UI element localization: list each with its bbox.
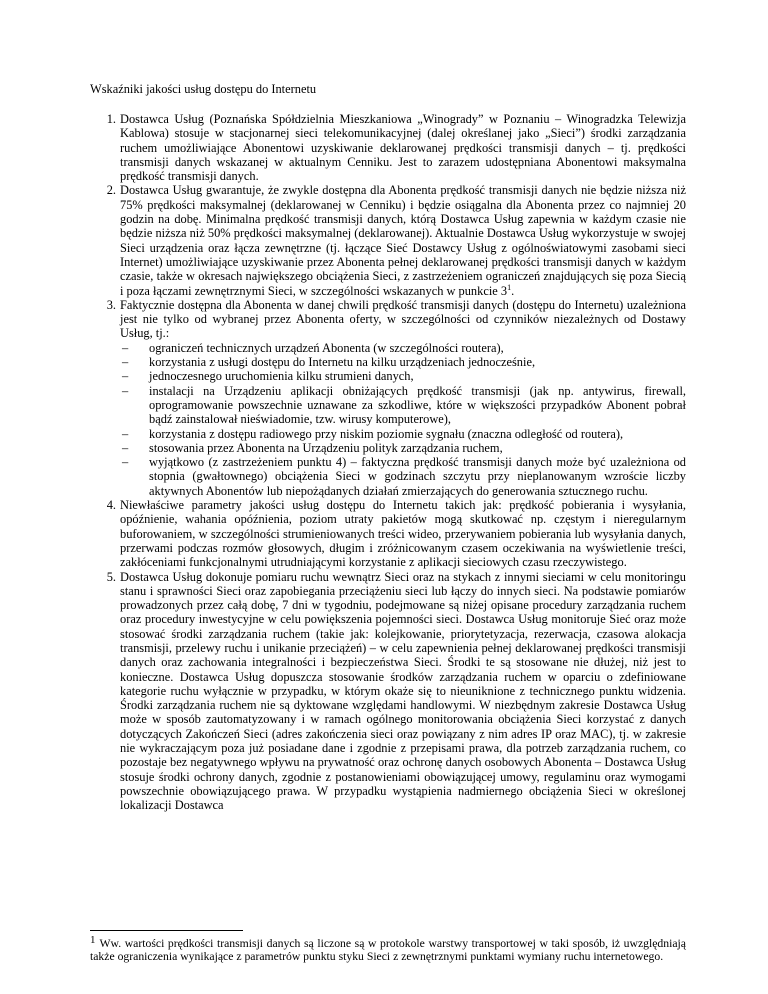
footnote — [90, 934, 686, 964]
dash-bullet: – — [122, 426, 129, 441]
dash-bullet: – — [122, 383, 129, 398]
sublist-item-text: korzystania z usługi dostępu do Internetu na kilku urządzeniach jednocześnie, — [149, 355, 536, 370]
footnote-separator — [90, 930, 243, 931]
item-number: 1. — [106, 112, 116, 126]
sublist-item-text: jednoczesnego uruchomienia kilku strumieni danych, — [149, 369, 414, 384]
sublist-item-text: stosowania przez Abonenta na Urządzeniu polityk zarządzania ruchem, — [149, 440, 503, 455]
sublist-item-text: instalacji na Urządzeniu aplikacji obniżających prędkość transmisji (jak np. antywirus, firewall, oprogramowanie powszechnie uznawane za szkodliwe, które w większości przypadków Abonent pobrał bądź zainstalował nieświadomie, tzw. wirusy komputerowe), — [149, 383, 686, 427]
dash-bullet: – — [122, 340, 129, 355]
item-number: 4. — [106, 498, 116, 513]
dash-bullet: – — [122, 369, 129, 384]
sublist-item — [120, 355, 686, 369]
sublist-item — [120, 341, 686, 355]
list-item-3 — [90, 298, 686, 498]
quality-indicators-list — [90, 112, 686, 813]
list-item-4 — [90, 498, 686, 569]
document-title: Wskaźniki jakości usług dostępu do Internetu — [90, 82, 317, 96]
item-text: Dostawca Usług dokonuje pomiaru ruchu wewnątrz Sieci oraz na stykach z innymi sieciami w celu monitoringu stanu i sprawności Sieci oraz zapobiegania przeciążeniu sieci lub łączy do innych sieci. Na podstawie pomiarów prowadzonych przez całą dobę, 7 dni w tygodniu, podejmowane są niżej opisane procedury zarządzania ruchem oraz procedury inwestycyjne w celu powiększenia pojemności sieci. Dostawca Usług monitoruje Sieć oraz może stosować środki zarządzania ruchem (takie jak: kolejkowanie, priorytetyzacja, rezerwacja, czasowa alokacja transmisji, przelewy ruchu i unikanie przeciążeń) – w celu zapewnienia pełnej deklarowanej prędkości transmisji danych oraz zachowania integralności i bezpieczeństwa Sieci. Środki te są stosowane nie dłużej, niż jest to konieczne. Dostawca Usług dopuszcza stosowanie środków zarządzania ruchem w oparciu o zdefiniowane kategorie ruchu wyłącznie w przypadku, w którym okaże się to nieuniknione z technicznego punktu widzenia. Środki zarządzania ruchem nie są dyktowane względami handlowymi. W niezbędnym zakresie Dostawca Usług może w sposób zautomatyzowany i w ramach ogólnego monitorowania obciążenia Sieci korzystać z danych dotyczących Zakończeń Sieci (adres zakończenia sieci oraz powiązany z nim adres IP oraz MAC), tj. w zakresie nie wykraczającym poza już posiadane dane i zgodnie z przepisami prawa, dla potrzeb zarządzania ruchem, co pozostaje bez negatywnego wpływu na prywatność oraz ochronę danych osobowych Abonenta – Dostawca Usług stosuje środki ochrony danych, zgodnie z postanowieniami obowiązującej umowy, regulaminu oraz wymogami powszechnie obowiązującego prawa. W przypadku wystąpienia nadmiernego obciążenia Sieci w określonej lokalizacji Dostawca — [120, 569, 686, 813]
item-text: Dostawca Usług (Poznańska Spółdzielnia Mieszkaniowa „Winogrady” w Poznaniu – Winogradzka Telewizja Kablowa) stosuje w stacjonarnej sieci telekomunikacyjnej (dalej określanej jako „Sieci”) środki zarządzania ruchem umożliwiające Abonentowi uzyskiwanie deklarowanej prędkości transmisji danych – tj. prędkości transmisji danych wskazanej w aktualnym Cenniku. Jest to zarazem udostępniana Abonentowi maksymalna prędkość transmisji danych. — [120, 112, 686, 184]
item-text: Faktycznie dostępna dla Abonenta w danej chwili prędkość transmisji danych (dostępu do Internetu) uzależniona jest nie tylko od wybranej przez Abonenta oferty, w szczególności od czynników niezależnych od Dostawy Usług, tj.: — [120, 297, 686, 341]
footnote-text: Ww. wartości prędkości transmisji danych są liczone są w protokole warstwy transportowej w taki sposób, iż uwzględniają także ograniczenia wynikające z parametrów punktu styku Sieci z zewnętrznymi punktami wymiany ruchu internetowego. — [90, 937, 686, 964]
sublist-item-text: korzystania z dostępu radiowego przy niskim poziomie sygnału (znaczna odległość od routera), — [149, 426, 624, 441]
sublist-item — [120, 369, 686, 383]
dash-bullet: – — [122, 355, 129, 370]
sublist-item-text: wyjątkowo (z zastrzeżeniem punktu 4) – faktyczna prędkość transmisji danych może być uzależniona od stopnia (gwałtownego) obciążenia Sieci w godzinach szczytu przy nieplanowanym wzroście liczby aktywnych Abonentów lub niepożądanych działań zmierzających do generowania sztucznego ruchu. — [149, 455, 686, 498]
list-item-2 — [90, 183, 686, 297]
sublist-item — [120, 384, 686, 427]
item-number: 5. — [106, 569, 116, 584]
dash-bullet: – — [122, 455, 129, 470]
sublist-item — [120, 441, 686, 455]
footnote-mark: 1 — [90, 934, 96, 946]
item-number: 3. — [106, 297, 116, 312]
item-text: Dostawca Usług gwarantuje, że zwykle dostępna dla Abonenta prędkość transmisji danych nie będzie niższa niż 75% prędkości maksymalnej (deklarowanej w Cenniku) i będzie osiągalna dla Abonenta przez co najmniej 20 godzin na dobę. Minimalna prędkość transmisji danych, którą Dostawca Usług zapewnia w każdym czasie nie będzie niższa niż 50% prędkości maksymalnej (deklarowanej). Aktualnie Dostawca Usług wykorzystuje w swojej Sieci urządzenia oraz łącza zewnętrzne (tj. łączące Sieć Dostawcy Usług z ogólnoświatowymi zasobami sieci Internet) umożliwiające uzyskiwanie przez Abonenta pełnej deklarowanej prędkości transmisji danych w każdym czasie, także w okresach największego obciążenia Sieci, z zastrzeżeniem ograniczeń znajdujących się poza Siecią i poza łączami zewnętrznymi Sieci, w szczególności wskazanych w punkcie 3 — [120, 183, 686, 298]
sublist-item-text: ograniczeń technicznych urządzeń Abonenta (w szczególności routera), — [149, 340, 504, 355]
footnote-reference: 1 — [507, 282, 512, 292]
dash-bullet: – — [122, 440, 129, 455]
sublist-item — [120, 427, 686, 441]
factors-sublist — [120, 341, 686, 498]
list-item-1 — [90, 112, 686, 183]
item-number: 2. — [106, 183, 116, 198]
sublist-item — [120, 455, 686, 498]
list-item-5 — [90, 570, 686, 813]
item-text-tail: . — [511, 283, 515, 298]
item-text: Niewłaściwe parametry jakości usług dostępu do Internetu takich jak: prędkość pobierania i wysyłania, opóźnienie, wahania opóźnienia, poziom utraty pakietów mogą skutkować np. częstym i nieregularnym buforowaniem, w szczególności strumieniowanych treści wideo, przerywaniem pobierania lub wysyłania danych, przerwami podczas rozmów głosowych, długim i zróżnicowanym czasem oczekiwania na wyświetlenie treści, zakłóceniami funkcjonalnymi utrudniającymi korzystanie z aplikacji sieciowych czasu rzeczywistego. — [120, 498, 686, 570]
